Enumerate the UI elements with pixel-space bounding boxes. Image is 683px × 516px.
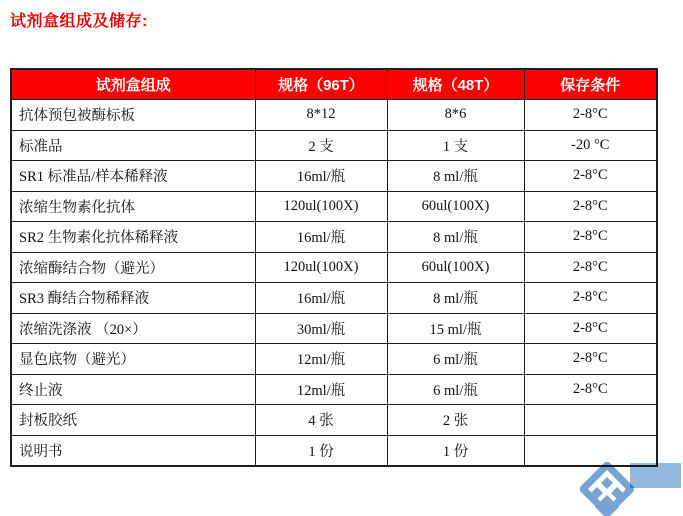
cell-name: SR2 生物素化抗体稀释液 [11, 222, 255, 253]
cell-storage: 2-8°C [524, 252, 657, 283]
cell-spec48: 8*6 [387, 100, 524, 131]
cell-spec48: 1 支 [387, 130, 524, 161]
cell-spec48: 2 张 [387, 405, 524, 436]
table-row [11, 313, 657, 344]
cell-storage: 2-8°C [524, 100, 657, 131]
cell-storage: 2-8°C [524, 161, 657, 192]
cell-spec48: 8 ml/瓶 [387, 161, 524, 192]
cell-spec96: 12ml/瓶 [255, 374, 387, 405]
cell-spec48: 8 ml/瓶 [387, 283, 524, 314]
cell-spec48: 15 ml/瓶 [387, 313, 524, 344]
cell-spec96: 8*12 [255, 100, 387, 131]
cell-storage: -20 °C [524, 130, 657, 161]
cell-storage: 2-8°C [524, 344, 657, 375]
cell-name: 说明书 [11, 435, 255, 466]
table-row [11, 435, 657, 466]
cell-storage: 2-8°C [524, 374, 657, 405]
reagent-kit-table [10, 68, 658, 467]
cell-spec48: 60ul(100X) [387, 191, 524, 222]
cell-name: SR1 标准品/样本稀释液 [11, 161, 255, 192]
header-cell-composition: 试剂盒组成 [11, 69, 255, 100]
cell-spec96: 1 份 [255, 435, 387, 466]
cell-name: SR3 酶结合物稀释液 [11, 283, 255, 314]
table-body [11, 100, 657, 467]
header-cell-storage: 保存条件 [524, 69, 657, 100]
cell-spec96: 16ml/瓶 [255, 161, 387, 192]
cell-storage: 2-8°C [524, 283, 657, 314]
cell-spec48: 60ul(100X) [387, 252, 524, 283]
cell-spec48: 6 ml/瓶 [387, 344, 524, 375]
cell-spec96: 120ul(100X) [255, 252, 387, 283]
table-row [11, 374, 657, 405]
cell-spec96: 16ml/瓶 [255, 283, 387, 314]
cell-spec48: 1 份 [387, 435, 524, 466]
cell-storage: 2-8°C [524, 313, 657, 344]
cell-spec96: 16ml/瓶 [255, 222, 387, 253]
cell-name: 显色底物（避光） [11, 344, 255, 375]
cell-spec96: 12ml/瓶 [255, 344, 387, 375]
cell-spec48: 6 ml/瓶 [387, 374, 524, 405]
table-row [11, 191, 657, 222]
cell-storage [524, 405, 657, 436]
cell-name: 封板胶纸 [11, 405, 255, 436]
cell-storage: 2-8°C [524, 191, 657, 222]
table-row [11, 222, 657, 253]
table-row [11, 161, 657, 192]
cell-storage [524, 435, 657, 466]
header-cell-spec96: 规格（96T） [255, 69, 387, 100]
cell-name: 浓缩洗涤液 （20×） [11, 313, 255, 344]
table-row [11, 130, 657, 161]
table-row [11, 252, 657, 283]
cell-storage: 2-8°C [524, 222, 657, 253]
table-row [11, 405, 657, 436]
table-row [11, 100, 657, 131]
page-title: 试剂盒组成及储存: [10, 13, 148, 30]
cell-name: 标准品 [11, 130, 255, 161]
cell-name: 浓缩生物素化抗体 [11, 191, 255, 222]
cell-spec96: 30ml/瓶 [255, 313, 387, 344]
diamond-logo-icon [580, 462, 634, 516]
cell-name: 浓缩酶结合物（避光） [11, 252, 255, 283]
header-cell-spec48: 规格（48T） [387, 69, 524, 100]
cell-spec96: 4 张 [255, 405, 387, 436]
cell-spec96: 2 支 [255, 130, 387, 161]
cell-spec48: 8 ml/瓶 [387, 222, 524, 253]
cell-name: 抗体预包被酶标板 [11, 100, 255, 131]
table-header-row [11, 69, 657, 100]
table-row [11, 283, 657, 314]
table-row [11, 344, 657, 375]
cell-spec96: 120ul(100X) [255, 191, 387, 222]
cell-name: 终止液 [11, 374, 255, 405]
